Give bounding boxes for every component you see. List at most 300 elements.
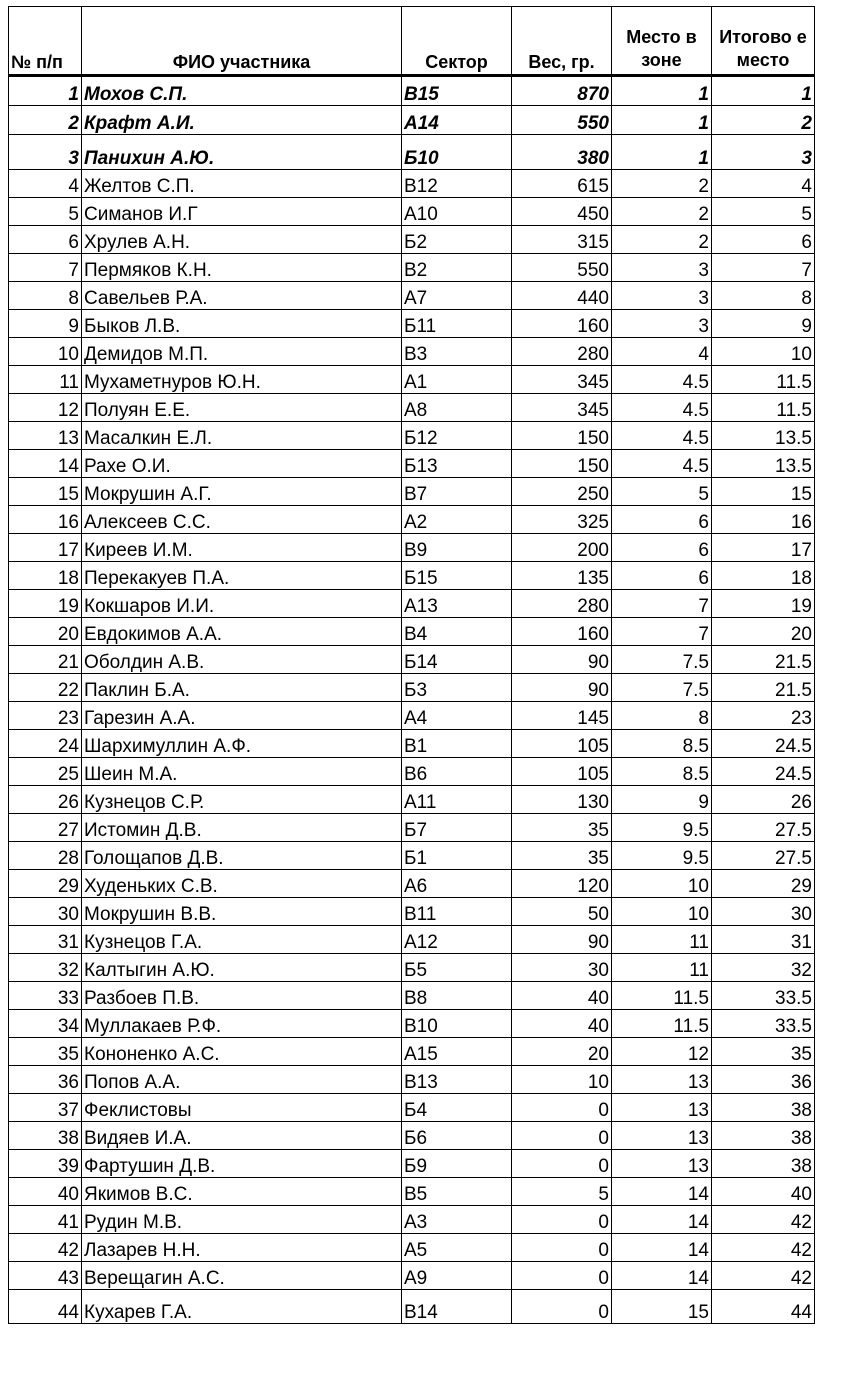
- cell-name: Кухарев Г.А.: [82, 1290, 402, 1324]
- cell-num: 19: [9, 590, 82, 618]
- table-row: [9, 534, 815, 562]
- cell-name: Разбоев П.В.: [82, 982, 402, 1010]
- cell-num: 33: [9, 982, 82, 1010]
- table-row: [9, 366, 815, 394]
- cell-num: 39: [9, 1150, 82, 1178]
- table-row: [9, 674, 815, 702]
- cell-num: 21: [9, 646, 82, 674]
- cell-final: 5: [712, 198, 815, 226]
- cell-sector: Б9: [402, 1150, 512, 1178]
- cell-sector: А2: [402, 506, 512, 534]
- cell-name: Савельев Р.А.: [82, 282, 402, 310]
- cell-name: Попов А.А.: [82, 1066, 402, 1094]
- cell-sector: В3: [402, 338, 512, 366]
- cell-weight: 250: [512, 478, 612, 506]
- table-row: [9, 870, 815, 898]
- cell-zone: 7.5: [612, 646, 712, 674]
- table-row: [9, 450, 815, 478]
- cell-final: 11.5: [712, 366, 815, 394]
- cell-final: 24.5: [712, 758, 815, 786]
- table-row: [9, 106, 815, 135]
- header-weight: Вес, гр.: [512, 7, 612, 76]
- cell-num: 16: [9, 506, 82, 534]
- cell-zone: 6: [612, 534, 712, 562]
- cell-name: Калтыгин А.Ю.: [82, 954, 402, 982]
- cell-num: 40: [9, 1178, 82, 1206]
- cell-name: Алексеев С.С.: [82, 506, 402, 534]
- cell-zone: 3: [612, 254, 712, 282]
- cell-name: Кузнецов Г.А.: [82, 926, 402, 954]
- header-sector: Сектор: [402, 7, 512, 76]
- cell-name: Лазарев Н.Н.: [82, 1234, 402, 1262]
- cell-sector: В13: [402, 1066, 512, 1094]
- cell-weight: 280: [512, 338, 612, 366]
- cell-name: Якимов В.С.: [82, 1178, 402, 1206]
- cell-weight: 35: [512, 814, 612, 842]
- cell-weight: 160: [512, 618, 612, 646]
- cell-weight: 90: [512, 646, 612, 674]
- cell-name: Верещагин А.С.: [82, 1262, 402, 1290]
- cell-weight: 135: [512, 562, 612, 590]
- cell-name: Рудин М.В.: [82, 1206, 402, 1234]
- cell-zone: 9.5: [612, 842, 712, 870]
- cell-final: 4: [712, 170, 815, 198]
- cell-zone: 1: [612, 76, 712, 106]
- table-row: [9, 590, 815, 618]
- cell-sector: А13: [402, 590, 512, 618]
- cell-num: 6: [9, 226, 82, 254]
- cell-num: 5: [9, 198, 82, 226]
- cell-zone: 7: [612, 618, 712, 646]
- table-row: [9, 1066, 815, 1094]
- cell-sector: А11: [402, 786, 512, 814]
- cell-zone: 3: [612, 310, 712, 338]
- cell-sector: А14: [402, 106, 512, 135]
- cell-weight: 615: [512, 170, 612, 198]
- cell-zone: 2: [612, 226, 712, 254]
- cell-name: Пермяков К.Н.: [82, 254, 402, 282]
- cell-sector: Б12: [402, 422, 512, 450]
- cell-num: 36: [9, 1066, 82, 1094]
- table-row: [9, 1038, 815, 1066]
- cell-zone: 8: [612, 702, 712, 730]
- cell-num: 8: [9, 282, 82, 310]
- cell-weight: 105: [512, 758, 612, 786]
- cell-num: 20: [9, 618, 82, 646]
- cell-name: Полуян Е.Е.: [82, 394, 402, 422]
- table-row: [9, 982, 815, 1010]
- cell-num: 1: [9, 76, 82, 106]
- table-row: [9, 562, 815, 590]
- cell-final: 13.5: [712, 450, 815, 478]
- cell-final: 36: [712, 1066, 815, 1094]
- cell-sector: В4: [402, 618, 512, 646]
- cell-weight: 450: [512, 198, 612, 226]
- cell-name: Кузнецов С.Р.: [82, 786, 402, 814]
- cell-weight: 20: [512, 1038, 612, 1066]
- table-row: [9, 1150, 815, 1178]
- cell-sector: В5: [402, 1178, 512, 1206]
- cell-sector: Б2: [402, 226, 512, 254]
- cell-name: Рахе О.И.: [82, 450, 402, 478]
- cell-weight: 200: [512, 534, 612, 562]
- table-row: [9, 926, 815, 954]
- table-row: [9, 422, 815, 450]
- cell-num: 28: [9, 842, 82, 870]
- cell-name: Оболдин А.В.: [82, 646, 402, 674]
- cell-name: Демидов М.П.: [82, 338, 402, 366]
- cell-final: 38: [712, 1094, 815, 1122]
- cell-sector: А15: [402, 1038, 512, 1066]
- cell-final: 2: [712, 106, 815, 135]
- cell-name: Шеин М.А.: [82, 758, 402, 786]
- cell-sector: Б15: [402, 562, 512, 590]
- cell-final: 6: [712, 226, 815, 254]
- cell-sector: В7: [402, 478, 512, 506]
- cell-weight: 5: [512, 1178, 612, 1206]
- cell-sector: А7: [402, 282, 512, 310]
- cell-sector: В12: [402, 170, 512, 198]
- cell-zone: 15: [612, 1290, 712, 1324]
- cell-num: 34: [9, 1010, 82, 1038]
- cell-weight: 160: [512, 310, 612, 338]
- cell-sector: В10: [402, 1010, 512, 1038]
- cell-name: Симанов И.Г: [82, 198, 402, 226]
- cell-name: Гарезин А.А.: [82, 702, 402, 730]
- cell-name: Масалкин Е.Л.: [82, 422, 402, 450]
- header-zone-place: Место в зоне: [612, 7, 712, 76]
- cell-zone: 4.5: [612, 394, 712, 422]
- cell-num: 11: [9, 366, 82, 394]
- cell-sector: Б6: [402, 1122, 512, 1150]
- results-body: [9, 76, 815, 1324]
- cell-final: 7: [712, 254, 815, 282]
- cell-num: 4: [9, 170, 82, 198]
- cell-num: 15: [9, 478, 82, 506]
- table-row: [9, 338, 815, 366]
- header-num: № п/п: [9, 7, 82, 76]
- table-row: [9, 1010, 815, 1038]
- cell-final: 21.5: [712, 646, 815, 674]
- cell-final: 15: [712, 478, 815, 506]
- cell-final: 9: [712, 310, 815, 338]
- cell-zone: 11: [612, 954, 712, 982]
- table-row: [9, 954, 815, 982]
- cell-num: 38: [9, 1122, 82, 1150]
- cell-num: 30: [9, 898, 82, 926]
- cell-weight: 10: [512, 1066, 612, 1094]
- cell-sector: Б14: [402, 646, 512, 674]
- cell-final: 11.5: [712, 394, 815, 422]
- cell-sector: А6: [402, 870, 512, 898]
- table-row: [9, 730, 815, 758]
- cell-zone: 4.5: [612, 366, 712, 394]
- table-row: [9, 1206, 815, 1234]
- cell-sector: В1: [402, 730, 512, 758]
- cell-final: 38: [712, 1122, 815, 1150]
- cell-zone: 1: [612, 106, 712, 135]
- cell-num: 14: [9, 450, 82, 478]
- left-edge-strip: [0, 0, 6, 1374]
- cell-final: 3: [712, 135, 815, 170]
- cell-name: Киреев И.М.: [82, 534, 402, 562]
- cell-zone: 1: [612, 135, 712, 170]
- cell-weight: 90: [512, 926, 612, 954]
- table-row: [9, 198, 815, 226]
- cell-weight: 145: [512, 702, 612, 730]
- cell-num: 25: [9, 758, 82, 786]
- cell-weight: 440: [512, 282, 612, 310]
- table-row: [9, 618, 815, 646]
- cell-final: 30: [712, 898, 815, 926]
- cell-num: 23: [9, 702, 82, 730]
- cell-sector: А8: [402, 394, 512, 422]
- cell-weight: 30: [512, 954, 612, 982]
- cell-sector: А1: [402, 366, 512, 394]
- cell-weight: 315: [512, 226, 612, 254]
- cell-weight: 870: [512, 76, 612, 106]
- cell-weight: 0: [512, 1150, 612, 1178]
- cell-num: 9: [9, 310, 82, 338]
- cell-sector: В15: [402, 76, 512, 106]
- cell-final: 27.5: [712, 842, 815, 870]
- cell-weight: 120: [512, 870, 612, 898]
- cell-final: 20: [712, 618, 815, 646]
- cell-final: 23: [712, 702, 815, 730]
- cell-zone: 10: [612, 898, 712, 926]
- table-row: [9, 1234, 815, 1262]
- cell-zone: 4.5: [612, 450, 712, 478]
- header-final-place: Итогово е место: [712, 7, 815, 76]
- cell-zone: 7: [612, 590, 712, 618]
- cell-zone: 13: [612, 1122, 712, 1150]
- cell-zone: 14: [612, 1178, 712, 1206]
- cell-num: 44: [9, 1290, 82, 1324]
- cell-name: Муллакаев Р.Ф.: [82, 1010, 402, 1038]
- cell-num: 10: [9, 338, 82, 366]
- cell-final: 42: [712, 1206, 815, 1234]
- cell-final: 42: [712, 1234, 815, 1262]
- cell-final: 24.5: [712, 730, 815, 758]
- cell-weight: 550: [512, 254, 612, 282]
- cell-name: Голощапов Д.В.: [82, 842, 402, 870]
- cell-num: 26: [9, 786, 82, 814]
- cell-sector: В6: [402, 758, 512, 786]
- table-row: [9, 254, 815, 282]
- cell-name: Быков Л.В.: [82, 310, 402, 338]
- table-row: [9, 814, 815, 842]
- cell-num: 27: [9, 814, 82, 842]
- cell-zone: 6: [612, 562, 712, 590]
- results-table: [8, 6, 815, 1324]
- cell-name: Панихин А.Ю.: [82, 135, 402, 170]
- cell-sector: А10: [402, 198, 512, 226]
- cell-final: 16: [712, 506, 815, 534]
- table-row: [9, 478, 815, 506]
- cell-name: Худеньких С.В.: [82, 870, 402, 898]
- cell-weight: 105: [512, 730, 612, 758]
- table-row: [9, 1290, 815, 1324]
- cell-name: Шархимуллин А.Ф.: [82, 730, 402, 758]
- cell-name: Перекакуев П.А.: [82, 562, 402, 590]
- cell-num: 32: [9, 954, 82, 982]
- cell-name: Мухаметнуров Ю.Н.: [82, 366, 402, 394]
- table-row: [9, 702, 815, 730]
- cell-name: Кононенко А.С.: [82, 1038, 402, 1066]
- cell-final: 8: [712, 282, 815, 310]
- cell-zone: 13: [612, 1094, 712, 1122]
- cell-zone: 5: [612, 478, 712, 506]
- header-name: ФИО участника: [82, 7, 402, 76]
- cell-sector: Б5: [402, 954, 512, 982]
- table-row: [9, 646, 815, 674]
- cell-final: 38: [712, 1150, 815, 1178]
- cell-final: 17: [712, 534, 815, 562]
- cell-name: Мокрушин В.В.: [82, 898, 402, 926]
- cell-name: Желтов С.П.: [82, 170, 402, 198]
- cell-zone: 13: [612, 1150, 712, 1178]
- cell-final: 19: [712, 590, 815, 618]
- cell-sector: А3: [402, 1206, 512, 1234]
- table-row: [9, 758, 815, 786]
- table-row: [9, 786, 815, 814]
- cell-final: 29: [712, 870, 815, 898]
- table-row: [9, 226, 815, 254]
- cell-final: 26: [712, 786, 815, 814]
- cell-zone: 12: [612, 1038, 712, 1066]
- cell-num: 13: [9, 422, 82, 450]
- cell-sector: Б3: [402, 674, 512, 702]
- cell-name: Мохов С.П.: [82, 76, 402, 106]
- cell-zone: 9: [612, 786, 712, 814]
- cell-name: Фартушин Д.В.: [82, 1150, 402, 1178]
- cell-sector: Б7: [402, 814, 512, 842]
- cell-final: 31: [712, 926, 815, 954]
- cell-name: Паклин Б.А.: [82, 674, 402, 702]
- cell-final: 40: [712, 1178, 815, 1206]
- cell-sector: А5: [402, 1234, 512, 1262]
- cell-final: 27.5: [712, 814, 815, 842]
- cell-name: Мокрушин А.Г.: [82, 478, 402, 506]
- cell-weight: 130: [512, 786, 612, 814]
- cell-weight: 40: [512, 1010, 612, 1038]
- cell-weight: 550: [512, 106, 612, 135]
- cell-num: 2: [9, 106, 82, 135]
- cell-num: 18: [9, 562, 82, 590]
- table-row: [9, 170, 815, 198]
- cell-weight: 0: [512, 1094, 612, 1122]
- cell-sector: Б13: [402, 450, 512, 478]
- cell-num: 35: [9, 1038, 82, 1066]
- cell-weight: 150: [512, 422, 612, 450]
- cell-sector: А9: [402, 1262, 512, 1290]
- cell-weight: 345: [512, 394, 612, 422]
- cell-zone: 11.5: [612, 982, 712, 1010]
- table-row: [9, 842, 815, 870]
- cell-num: 29: [9, 870, 82, 898]
- table-row: [9, 282, 815, 310]
- cell-final: 13.5: [712, 422, 815, 450]
- cell-weight: 280: [512, 590, 612, 618]
- cell-weight: 150: [512, 450, 612, 478]
- cell-weight: 90: [512, 674, 612, 702]
- cell-num: 42: [9, 1234, 82, 1262]
- cell-num: 43: [9, 1262, 82, 1290]
- cell-sector: В11: [402, 898, 512, 926]
- cell-num: 3: [9, 135, 82, 170]
- cell-final: 32: [712, 954, 815, 982]
- cell-name: Феклистовы: [82, 1094, 402, 1122]
- table-row: [9, 1178, 815, 1206]
- cell-final: 33.5: [712, 982, 815, 1010]
- cell-sector: А4: [402, 702, 512, 730]
- cell-sector: В2: [402, 254, 512, 282]
- cell-num: 37: [9, 1094, 82, 1122]
- table-row: [9, 76, 815, 106]
- cell-sector: В14: [402, 1290, 512, 1324]
- table-row: [9, 310, 815, 338]
- cell-zone: 9.5: [612, 814, 712, 842]
- cell-final: 35: [712, 1038, 815, 1066]
- cell-final: 1: [712, 76, 815, 106]
- table-row: [9, 1094, 815, 1122]
- table-row: [9, 394, 815, 422]
- table-row: [9, 1122, 815, 1150]
- cell-final: 42: [712, 1262, 815, 1290]
- cell-sector: Б10: [402, 135, 512, 170]
- cell-name: Кокшаров И.И.: [82, 590, 402, 618]
- cell-final: 44: [712, 1290, 815, 1324]
- table-row: [9, 898, 815, 926]
- results-sheet: [8, 6, 815, 1324]
- cell-zone: 2: [612, 170, 712, 198]
- cell-final: 21.5: [712, 674, 815, 702]
- header-row: [9, 7, 815, 76]
- cell-zone: 7.5: [612, 674, 712, 702]
- cell-final: 33.5: [712, 1010, 815, 1038]
- cell-name: Евдокимов А.А.: [82, 618, 402, 646]
- cell-weight: 0: [512, 1234, 612, 1262]
- cell-sector: Б1: [402, 842, 512, 870]
- cell-weight: 0: [512, 1122, 612, 1150]
- cell-num: 7: [9, 254, 82, 282]
- cell-zone: 8.5: [612, 758, 712, 786]
- cell-name: Хрулев А.Н.: [82, 226, 402, 254]
- cell-zone: 11.5: [612, 1010, 712, 1038]
- cell-weight: 345: [512, 366, 612, 394]
- cell-zone: 13: [612, 1066, 712, 1094]
- cell-num: 17: [9, 534, 82, 562]
- cell-zone: 8.5: [612, 730, 712, 758]
- cell-name: Крафт А.И.: [82, 106, 402, 135]
- cell-weight: 380: [512, 135, 612, 170]
- cell-weight: 0: [512, 1290, 612, 1324]
- cell-zone: 4.5: [612, 422, 712, 450]
- cell-weight: 35: [512, 842, 612, 870]
- cell-weight: 50: [512, 898, 612, 926]
- cell-weight: 0: [512, 1262, 612, 1290]
- cell-num: 31: [9, 926, 82, 954]
- cell-weight: 325: [512, 506, 612, 534]
- cell-sector: В9: [402, 534, 512, 562]
- cell-name: Истомин Д.В.: [82, 814, 402, 842]
- cell-num: 12: [9, 394, 82, 422]
- cell-weight: 0: [512, 1206, 612, 1234]
- cell-name: Видяев И.А.: [82, 1122, 402, 1150]
- cell-sector: Б4: [402, 1094, 512, 1122]
- cell-zone: 2: [612, 198, 712, 226]
- cell-zone: 14: [612, 1262, 712, 1290]
